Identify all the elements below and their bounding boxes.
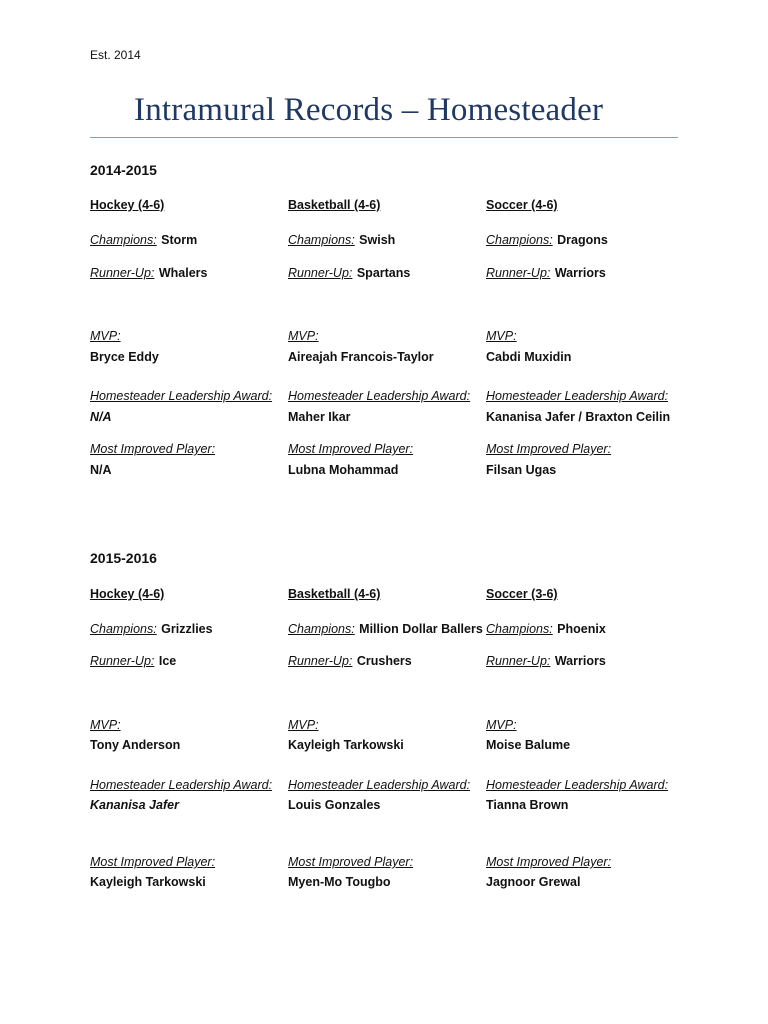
mvp-label: MVP:: [288, 329, 319, 343]
improved-value: Jagnoor Grewal: [486, 875, 581, 889]
runner-up-line: [288, 264, 410, 282]
leadership-label: Homesteader Leadership Award:: [486, 389, 669, 403]
runner-up-line: [486, 652, 606, 670]
mvp-label: MVP:: [288, 718, 319, 732]
champions-value: Swish: [359, 233, 396, 247]
champions-label: Champions:: [486, 622, 553, 636]
champions-value: Dragons: [557, 233, 608, 247]
mvp-label: MVP:: [486, 329, 517, 343]
champions-label: Champions:: [288, 622, 355, 636]
runner-up-value: Whalers: [158, 266, 208, 280]
leadership-label: Homesteader Leadership Award:: [288, 778, 471, 792]
sport-heading: Hockey (4-6): [90, 587, 165, 601]
leadership-value: Tianna Brown: [486, 798, 569, 812]
champions-line: [90, 231, 197, 249]
champions-line: [288, 231, 395, 249]
runner-up-label: Runner-Up:: [288, 654, 353, 668]
champions-value: Grizzlies: [161, 622, 213, 636]
leadership-value: N/A: [90, 410, 112, 424]
runner-up-line: [288, 652, 412, 670]
champions-label: Champions:: [288, 233, 355, 247]
mvp-value: Cabdi Muxidin: [486, 350, 572, 364]
runner-up-value: Warriors: [554, 266, 606, 280]
champions-value: Phoenix: [557, 622, 606, 636]
mvp-value: Kayleigh Tarkowski: [288, 738, 404, 752]
champions-line: [486, 620, 606, 638]
champions-label: Champions:: [90, 233, 157, 247]
leadership-label: Homesteader Leadership Award:: [90, 389, 273, 403]
sport-heading: Soccer (3-6): [486, 587, 558, 601]
page-title: Intramural Records – Homesteader: [134, 92, 604, 128]
runner-up-value: Spartans: [356, 266, 411, 280]
runner-up-value: Crushers: [356, 654, 412, 668]
leadership-value: Maher Ikar: [288, 410, 351, 424]
improved-label: Most Improved Player:: [288, 442, 414, 456]
leadership-label: Homesteader Leadership Award:: [90, 778, 273, 792]
mvp-label: MVP:: [90, 718, 121, 732]
improved-value: Kayleigh Tarkowski: [90, 875, 206, 889]
runner-up-label: Runner-Up:: [288, 266, 353, 280]
champions-line: [288, 620, 483, 638]
improved-label: Most Improved Player:: [486, 855, 612, 869]
leadership-value: Kananisa Jafer: [90, 798, 179, 812]
champions-line: [486, 231, 608, 249]
title-divider: [90, 137, 678, 138]
runner-up-label: Runner-Up:: [486, 654, 551, 668]
runner-up-label: Runner-Up:: [486, 266, 551, 280]
mvp-value: Moise Balume: [486, 738, 571, 752]
runner-up-label: Runner-Up:: [90, 654, 155, 668]
champions-label: Champions:: [486, 233, 553, 247]
leadership-value: Kananisa Jafer / Braxton Ceilin: [486, 410, 671, 424]
champions-label: Champions:: [90, 622, 157, 636]
runner-up-label: Runner-Up:: [90, 266, 155, 280]
champions-value: Storm: [161, 233, 198, 247]
mvp-value: Tony Anderson: [90, 738, 181, 752]
improved-label: Most Improved Player:: [288, 855, 414, 869]
mvp-value: Bryce Eddy: [90, 350, 159, 364]
runner-up-value: Warriors: [554, 654, 606, 668]
improved-value: Filsan Ugas: [486, 463, 557, 477]
improved-value: Myen-Mo Tougbo: [288, 875, 391, 889]
improved-label: Most Improved Player:: [90, 855, 216, 869]
champions-line: [90, 620, 213, 638]
mvp-label: MVP:: [90, 329, 121, 343]
improved-value: N/A: [90, 463, 112, 477]
sport-heading: Basketball (4-6): [288, 587, 381, 601]
runner-up-line: [486, 264, 606, 282]
runner-up-value: Ice: [158, 654, 177, 668]
mvp-value: Aireajah Francois-Taylor: [288, 350, 434, 364]
improved-value: Lubna Mohammad: [288, 463, 399, 477]
sport-heading: Basketball (4-6): [288, 198, 381, 212]
leadership-value: Louis Gonzales: [288, 798, 381, 812]
established-label: Est. 2014: [90, 48, 141, 62]
season-heading: 2014-2015: [90, 162, 157, 178]
improved-label: Most Improved Player:: [486, 442, 612, 456]
sport-heading: Hockey (4-6): [90, 198, 165, 212]
mvp-label: MVP:: [486, 718, 517, 732]
leadership-label: Homesteader Leadership Award:: [288, 389, 471, 403]
season-heading: 2015-2016: [90, 550, 157, 566]
runner-up-line: [90, 652, 176, 670]
champions-value: Million Dollar Ballers: [359, 622, 483, 636]
runner-up-line: [90, 264, 207, 282]
sport-heading: Soccer (4-6): [486, 198, 558, 212]
improved-label: Most Improved Player:: [90, 442, 216, 456]
leadership-label: Homesteader Leadership Award:: [486, 778, 669, 792]
